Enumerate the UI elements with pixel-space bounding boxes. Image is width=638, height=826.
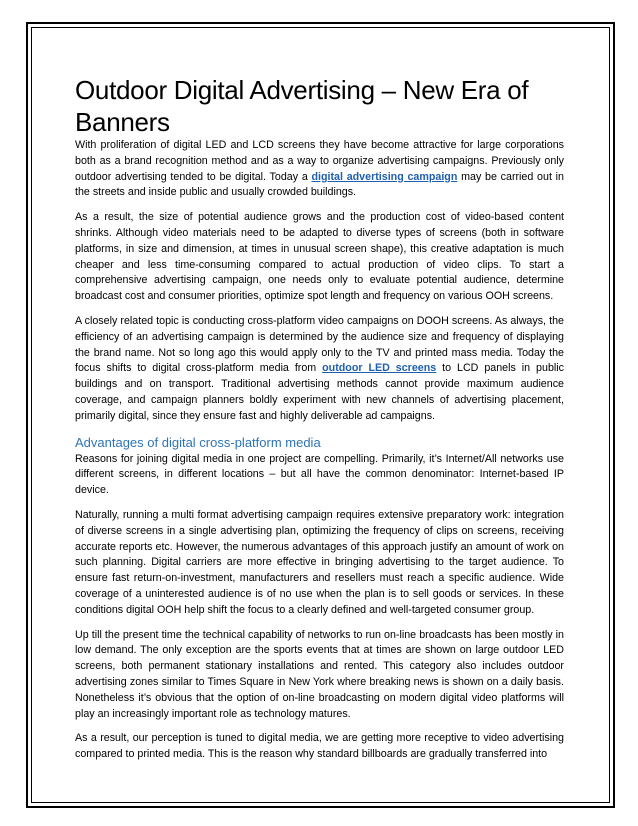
- section-paragraph-3: Up till the present time the technical capability of networks to run on-line broadcasts has been mostly in low demand. The only exception are the sports events that at times are shown on large outdoor LED screens, both permanent stationary installations and rented. This category also includes outdoor advertising zones similar to Times Square in New York where breaking news is shown on a daily basis. Nonetheless it’s obvious that the option of on-line broadcasting on modern digital video platforms will play an increasingly important role as technology matures.: [75, 628, 564, 720]
- section-paragraph-1: Reasons for joining digital media in one project are compelling. Primarily, it’s Internet/All networks use different screens, in different locations – but all have the common denominator: Internet-based IP device.: [75, 452, 564, 497]
- p3-text-after: to LCD panels in public buildings and on transport. Traditional advertising methods cannot provide maximum audience coverage, and campaign planners boldly experiment with new channels of advertising placement, primarily digital, since they ensure fast and highly deliverable ad campaigns.: [75, 362, 564, 422]
- intro-text-after: may be carried out in the streets and inside public and usually crowded buildings.: [75, 170, 564, 199]
- section-paragraph-2: Naturally, running a multi format advertising campaign requires extensive preparatory work: integration of diverse screens in a single advertising plan, optimizing the frequency of clips on screens, receiving accurate reports etc. However, the numerous advantages of this approach justify an amount of work on such planning. Digital carriers are more effective in bringing advertising to the target audience. To ensure fast return-on-investment, manufacturers and resellers must reach a specific audience. Wide coverage of a uninterested audience is of no use when the plan is to sell goods or services. In these conditions digital OOH help shift the focus to a clearly defined and well-targeted consumer group.: [75, 508, 564, 616]
- digital-advertising-campaign-link[interactable]: digital advertising campaign: [311, 170, 458, 183]
- section-paragraph-4: As a result, our perception is tuned to digital media, we are getting more receptive to video advertising compared to printed media. This is the reason why standard billboards are gradually transferred into: [75, 732, 564, 761]
- intro-text-before: With proliferation of digital LED and LCD screens they have become attractive for large corporations both as a brand recognition method and as a way to organize advertising campaigns. Previously only outdoor advertising tended to be digital. Today a: [75, 139, 564, 183]
- section-heading: Advantages of digital cross-platform media: [75, 434, 321, 450]
- document-body: [75, 74, 564, 772]
- intro-paragraph: [75, 138, 564, 201]
- outdoor-led-screens-link[interactable]: outdoor LED screens: [322, 362, 437, 375]
- page-title: Outdoor Digital Advertising – New Era of Banners: [75, 75, 529, 137]
- body-paragraph-2: As a result, the size of potential audience grows and the production cost of video-based content shrinks. Although video materials need to be adapted to diverse types of screens (both in software platforms, in size and dimension, at times in unusual screen shape), this creative adaptation is much cheaper and less time-consuming compared to actual production of video clips. To start a comprehensive advertising campaign, one needs only to evaluate potential audience, determine broadcast cost and consumer priorities, optimize spot length and frequency on various OOH screens.: [75, 211, 564, 303]
- p3-text-before: A closely related topic is conducting cross-platform video campaigns on DOOH screens. As always, the efficiency of an advertising campaign is determined by the audience size and frequency of displaying the brand name. Not so long ago this would apply only to the TV and printed mass media. Today the focus shifts to digital cross-platform media from: [75, 314, 564, 375]
- body-paragraph-3: [75, 314, 564, 425]
